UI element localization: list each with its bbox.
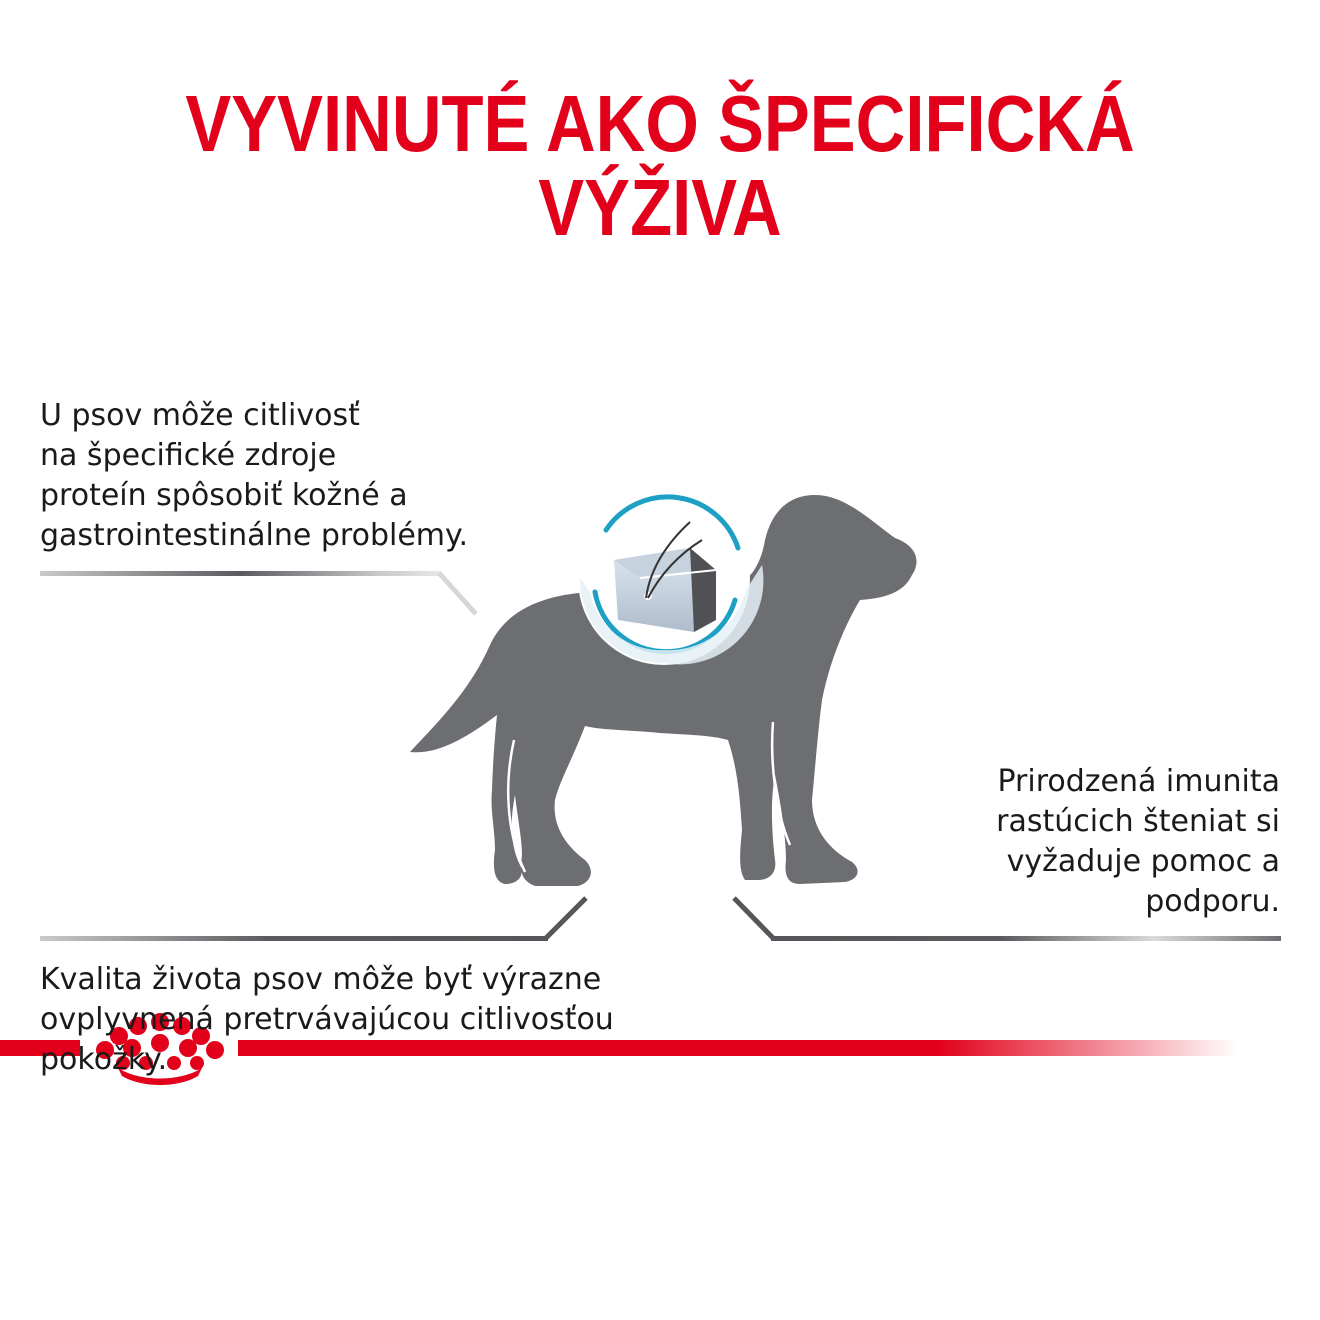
- note-line: pokožky.: [40, 1042, 168, 1077]
- note-line: U psov môže citlivosť: [40, 398, 360, 433]
- note-quality-of-life: [40, 960, 614, 1080]
- skin-layer-icon: [578, 493, 763, 665]
- connector-top-left-diagonal: [439, 573, 476, 614]
- connector-top-left: [40, 571, 440, 576]
- note-line: na špecifické zdroje: [40, 438, 337, 473]
- note-line: podporu.: [1145, 884, 1280, 919]
- connector-bottom-left-diagonal: [546, 898, 586, 938]
- note-line: vyžaduje pomoc a: [1006, 844, 1280, 879]
- connector-bottom-left: [40, 936, 548, 941]
- note-line: Kvalita života psov môže byť výrazne: [40, 962, 602, 997]
- note-line: proteín spôsobiť kožné a: [40, 478, 408, 513]
- note-line: rastúcich šteniat si: [996, 804, 1280, 839]
- note-puppy-immunity: [996, 762, 1280, 922]
- note-protein-sensitivity: [40, 396, 468, 556]
- title-line-1: VYVINUTÉ AKO ŠPECIFICKÁ: [185, 78, 1135, 168]
- connector-right: [771, 936, 1281, 941]
- note-line: ovplyvnená pretrvávajúcou citlivosťou: [40, 1002, 614, 1037]
- title-line-2: VÝŽIVA: [538, 162, 782, 252]
- note-line: Prirodzená imunita: [997, 764, 1280, 799]
- note-line: gastrointestinálne problémy.: [40, 518, 469, 553]
- page-title: [92, 78, 1227, 252]
- connector-right-diagonal: [734, 898, 773, 938]
